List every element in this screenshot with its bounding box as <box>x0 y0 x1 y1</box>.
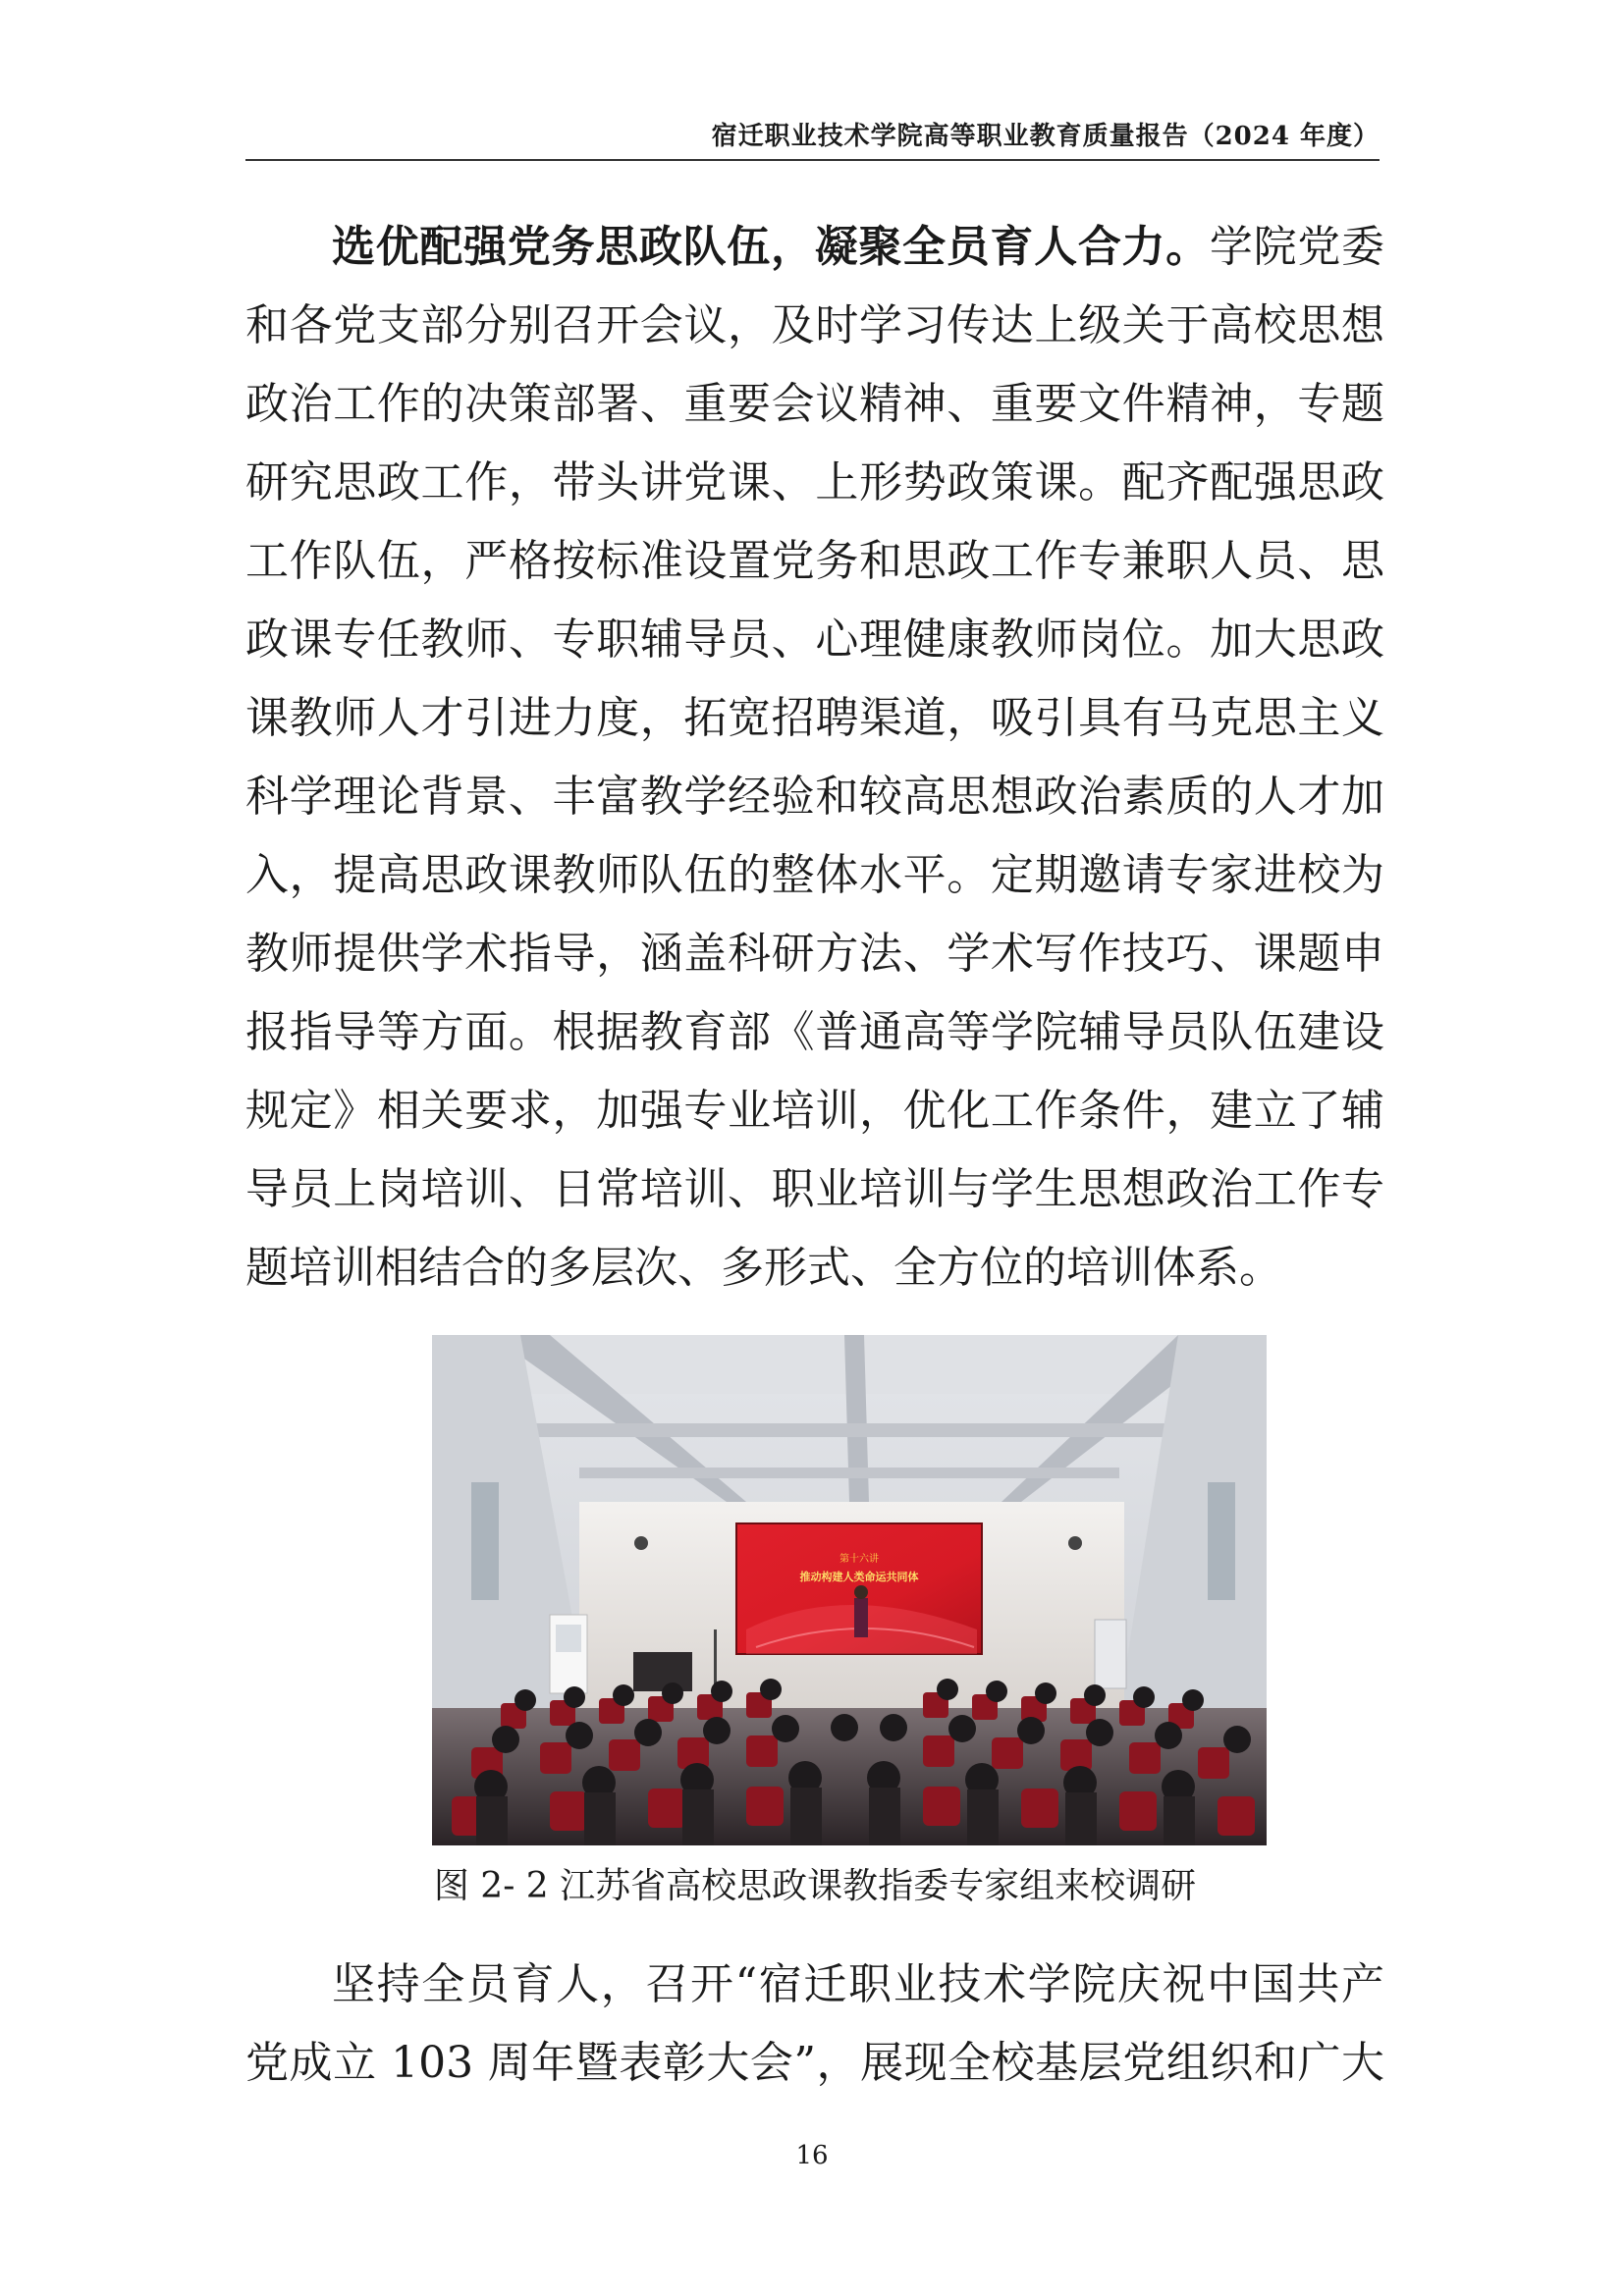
paragraph-line-text: 学院党委 <box>1209 222 1384 272</box>
paragraph-lead: 选优配强党务思政队伍，凝聚全员育人合力。 <box>332 222 1210 272</box>
paragraph-line: 坚持全员育人，召开“宿迁职业技术学院庆祝中国共产 <box>332 1959 1384 2009</box>
figure-caption: 图 2- 2 江苏省高校思政课教指委专家组来校调研 <box>433 1866 1197 1906</box>
paragraph-line: 政课专任教师、专职辅导员、心理健康教师岗位。加大思政 <box>245 614 1384 665</box>
paragraph-line: 工作队伍，严格按标准设置党务和思政工作专兼职人员、思 <box>245 536 1384 586</box>
paragraph-line: 教师提供学术指导，涵盖科研方法、学术写作技巧、课题申 <box>245 929 1384 979</box>
paragraph-line: 课教师人才引进力度，拓宽招聘渠道，吸引具有马克思主义 <box>245 693 1384 743</box>
screen-heading: 第十六讲 <box>839 1554 879 1565</box>
paragraph-line: 科学理论背景、丰富教学经验和较高思想政治素质的人才加 <box>245 772 1384 822</box>
screen-title: 推动构建人类命运共同体 <box>799 1571 919 1583</box>
header-rule <box>245 159 1380 161</box>
paragraph-line: 政治工作的决策部署、重要会议精神、重要文件精神，专题 <box>245 379 1384 429</box>
paragraph-line: 和各党支部分别召开会议，及时学习传达上级关于高校思想 <box>245 300 1384 350</box>
lecture-photo <box>432 1335 1267 1845</box>
page-number: 16 <box>795 2141 829 2170</box>
running-header: 宿迁职业技术学院高等职业教育质量报告（2024 年度） <box>711 122 1380 151</box>
paragraph-line: 报指导等方面。根据教育部《普通高等学院辅导员队伍建设 <box>245 1007 1384 1057</box>
paragraph-line: 研究思政工作，带头讲党课、上形势政策课。配齐配强思政 <box>245 457 1384 507</box>
paragraph-line: 党成立 103 周年暨表彰大会”，展现全校基层党组织和广大 <box>245 2038 1384 2088</box>
paragraph-line: 题培训相结合的多层次、多形式、全方位的培训体系。 <box>245 1243 1282 1293</box>
paragraph-line: 入，提高思政课教师队伍的整体水平。定期邀请专家进校为 <box>245 850 1384 900</box>
paragraph-line: 导员上岗培训、日常培训、职业培训与学生思想政治工作专 <box>245 1164 1384 1214</box>
paragraph-line: 规定》相关要求，加强专业培训，优化工作条件，建立了辅 <box>245 1086 1384 1136</box>
paragraph-line <box>245 218 1384 277</box>
